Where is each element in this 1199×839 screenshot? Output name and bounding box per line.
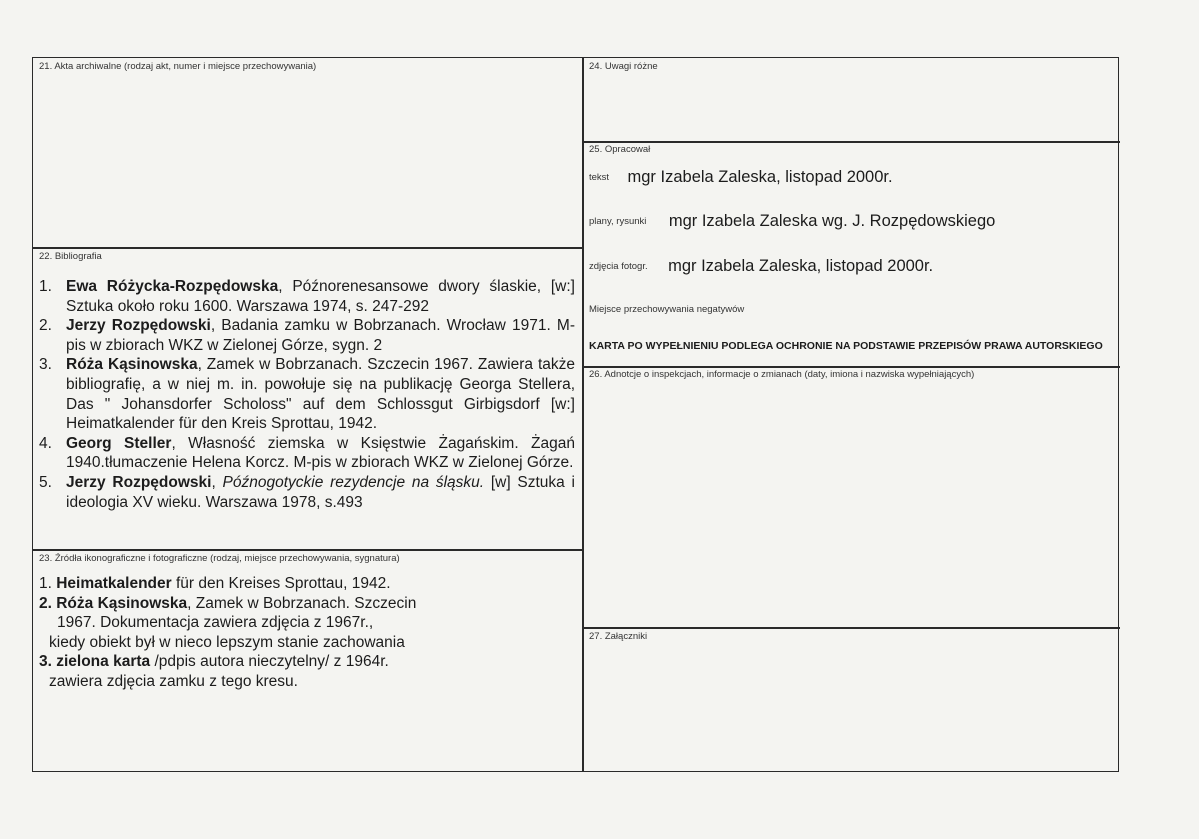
divider-prepared-inspections	[582, 366, 1120, 368]
icono-line: 1967. Dokumentacja zawiera zdjęcia z 1967r.,	[57, 614, 374, 632]
bibliography-item: 4. Georg Steller, Własność ziemska w Księstwie Żagańskim. Żagań 1940.tłumaczenie Helena Korcz. M-pis w zbiorach WKZ w Zielonej Górze.	[39, 434, 575, 472]
bibliography-title: Późnogotyckie rezydencje na śląsku.	[222, 473, 485, 491]
record-card-form	[32, 57, 1119, 772]
bibliography-author: Róża Kąsinowska	[66, 356, 198, 374]
copyright-notice: KARTA PO WYPEŁNIENIU PODLEGA OCHRONIE NA PODSTAWIE PRZEPISÓW PRAWA AUTORSKIEGO	[589, 340, 1103, 352]
photos-author-value: mgr Izabela Zaleska, listopad 2000r.	[668, 257, 934, 275]
photos-author-row	[589, 257, 933, 276]
inspections-label: 26. Adnotcje o inspekcjach, informacje o zmianach (daty, imiona i nazwiska wypełniających)	[589, 369, 975, 380]
bibliography-author: Jerzy Rozpędowski	[66, 473, 212, 491]
plans-author-label: plany, rysunki	[589, 216, 647, 227]
icono-line: 1. Heimatkalender für den Kreises Sprottau, 1942.	[39, 575, 391, 592]
icono-line: kiedy obiekt był w nieco lepszym stanie zachowania	[49, 633, 405, 651]
divider-archival-biblio	[33, 247, 582, 249]
bibliography-item: 3. Róża Kąsinowska, Zamek w Bobrzanach. Szczecin 1967. Zawiera także bibliografię, a w niej m. in. powołuje się na publikację Georga Stellera, Das " Johansdorfer Scholoss" auf dem Schlossgut Girbigsdorf [w:] Heimatkalender für den Kreis Sprottau, 1942.	[39, 356, 575, 433]
photos-author-label: zdjęcia fotogr.	[589, 261, 648, 272]
divider-biblio-icono	[33, 549, 582, 551]
remarks-label: 24. Uwagi różne	[589, 61, 658, 72]
divider-remarks-prepared	[582, 141, 1120, 143]
iconographic-sources-label: 23. Źródła ikonograficzne i fotograficzne (rodzaj, miejsce przechowywania, sygnatura)	[39, 553, 400, 564]
bibliography-author: Ewa Różycka-Rozpędowska	[66, 278, 279, 295]
bibliography-item: 2. Jerzy Rozpędowski, Badania zamku w Bobrzanach. Wrocław 1971. M-pis w zbiorach WKZ w Zielonej Górze, sygn. 2	[39, 317, 575, 354]
icono-line: 3. zielona karta /pdpis autora nieczytelny/ z 1964r.	[39, 653, 389, 671]
bibliography-label: 22. Bibliografia	[39, 251, 102, 262]
iconographic-sources-list	[39, 574, 575, 692]
text-author-label: tekst	[589, 172, 610, 183]
plans-author-value: mgr Izabela Zaleska wg. J. Rozpędowskiego	[668, 212, 996, 230]
bibliography-item: 1. Ewa Różycka-Rozpędowska, Późnorenesansowe dwory ślaskie, [w:] Sztuka około roku 1600. Warszawa 1974, s. 247-292	[39, 278, 575, 315]
column-divider	[582, 58, 584, 771]
attachments-label: 27. Załączniki	[589, 631, 648, 642]
icono-line: zawiera zdjęcia zamku z tego kresu.	[49, 672, 298, 690]
prepared-by-label: 25. Opracował	[589, 144, 651, 155]
bibliography-author: Jerzy Rozpędowski	[66, 317, 211, 335]
divider-inspections-attachments	[582, 627, 1120, 629]
text-author-row	[589, 168, 893, 187]
negatives-location-label: Miejsce przechowywania negatywów	[589, 304, 745, 315]
bibliography-author: Georg Steller	[66, 434, 172, 452]
text-author-value: mgr Izabela Zaleska, listopad 2000r.	[627, 168, 893, 186]
bibliography-list	[39, 277, 575, 512]
bibliography-item: 5. Jerzy Rozpędowski, Późnogotyckie rezydencje na śląsku. [w] Sztuka i ideologia XV wieku. Warszawa 1978, s.493	[39, 473, 575, 511]
plans-author-row	[589, 212, 995, 231]
icono-line: 2. Róża Kąsinowska, Zamek w Bobrzanach. Szczecin	[39, 594, 417, 612]
archival-records-label: 21. Akta archiwalne (rodzaj akt, numer i miejsce przechowywania)	[39, 61, 317, 72]
